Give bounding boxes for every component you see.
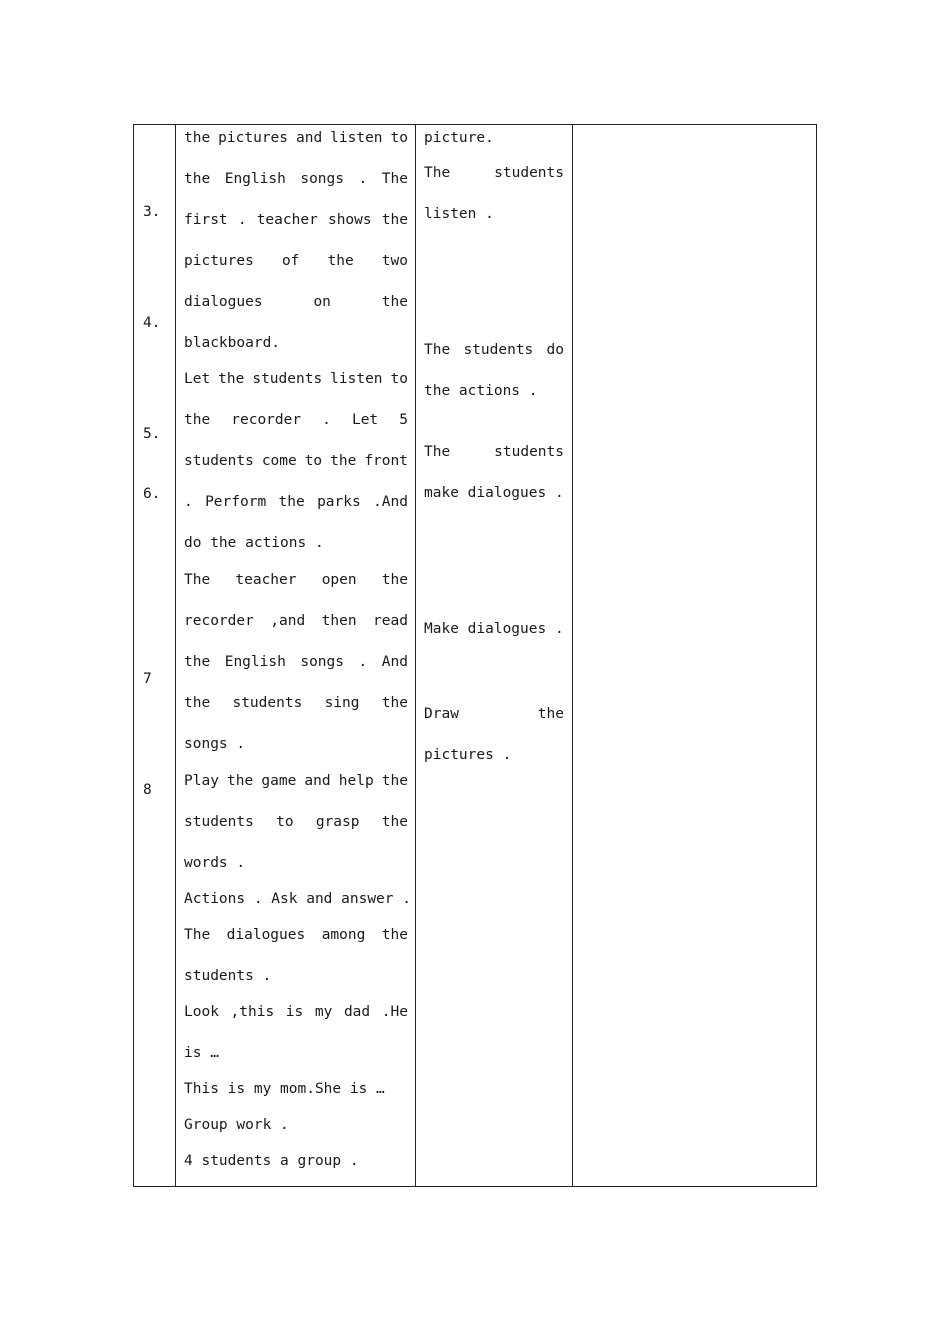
- activity-line: make dialogues .: [424, 485, 564, 501]
- procedure-line: Play the game and help the: [184, 773, 408, 789]
- procedure-line: students .: [184, 968, 272, 984]
- procedure-line: the pictures and listen to: [184, 130, 408, 146]
- step-number: 5.: [143, 426, 161, 442]
- activity-line: pictures .: [424, 747, 512, 763]
- activity-line: listen .: [424, 206, 494, 222]
- column-divider-2: [415, 125, 416, 1186]
- step-number: 8: [143, 782, 152, 798]
- activity-line: picture.: [424, 130, 494, 146]
- procedure-line: Look ,this is my dad .He: [184, 1004, 408, 1020]
- procedure-line: pictures of the two: [184, 253, 408, 269]
- procedure-line: The teacher open the: [184, 572, 408, 588]
- procedure-line: 4 students a group .: [184, 1153, 359, 1169]
- procedure-line: the English songs . The: [184, 171, 408, 187]
- procedure-line: recorder ,and then read: [184, 613, 408, 629]
- procedure-line: Let the students listen to: [184, 371, 408, 387]
- procedure-line: dialogues on the: [184, 294, 408, 310]
- column-divider-3: [572, 125, 573, 1186]
- procedure-line: This is my mom.She is …: [184, 1081, 385, 1097]
- procedure-line: do the actions .: [184, 535, 324, 551]
- step-number: 4.: [143, 315, 161, 331]
- procedure-line: is …: [184, 1045, 219, 1061]
- procedure-line: students come to the front: [184, 453, 408, 469]
- step-number: 7: [143, 671, 152, 687]
- activity-line: The students: [424, 165, 564, 181]
- procedure-line: Actions . Ask and answer .: [184, 891, 411, 907]
- step-number: 6.: [143, 486, 161, 502]
- procedure-line: . Perform the parks .And: [184, 494, 408, 510]
- activity-line: Make dialogues .: [424, 621, 564, 637]
- procedure-line: the students sing the: [184, 695, 408, 711]
- procedure-line: first . teacher shows the: [184, 212, 408, 228]
- activity-line: the actions .: [424, 383, 538, 399]
- procedure-line: words .: [184, 855, 246, 871]
- activity-line: The students: [424, 444, 564, 460]
- procedure-line: blackboard.: [184, 335, 281, 351]
- lesson-plan-table: [133, 124, 817, 1187]
- procedure-line: songs .: [184, 736, 246, 752]
- procedure-line: Group work .: [184, 1117, 289, 1133]
- procedure-line: the recorder . Let 5: [184, 412, 408, 428]
- procedure-line: students to grasp the: [184, 814, 408, 830]
- activity-line: Draw the: [424, 706, 564, 722]
- step-number: 3.: [143, 204, 161, 220]
- procedure-line: The dialogues among the: [184, 927, 408, 943]
- activity-line: The students do: [424, 342, 564, 358]
- procedure-line: the English songs . And: [184, 654, 408, 670]
- column-divider-1: [175, 125, 176, 1186]
